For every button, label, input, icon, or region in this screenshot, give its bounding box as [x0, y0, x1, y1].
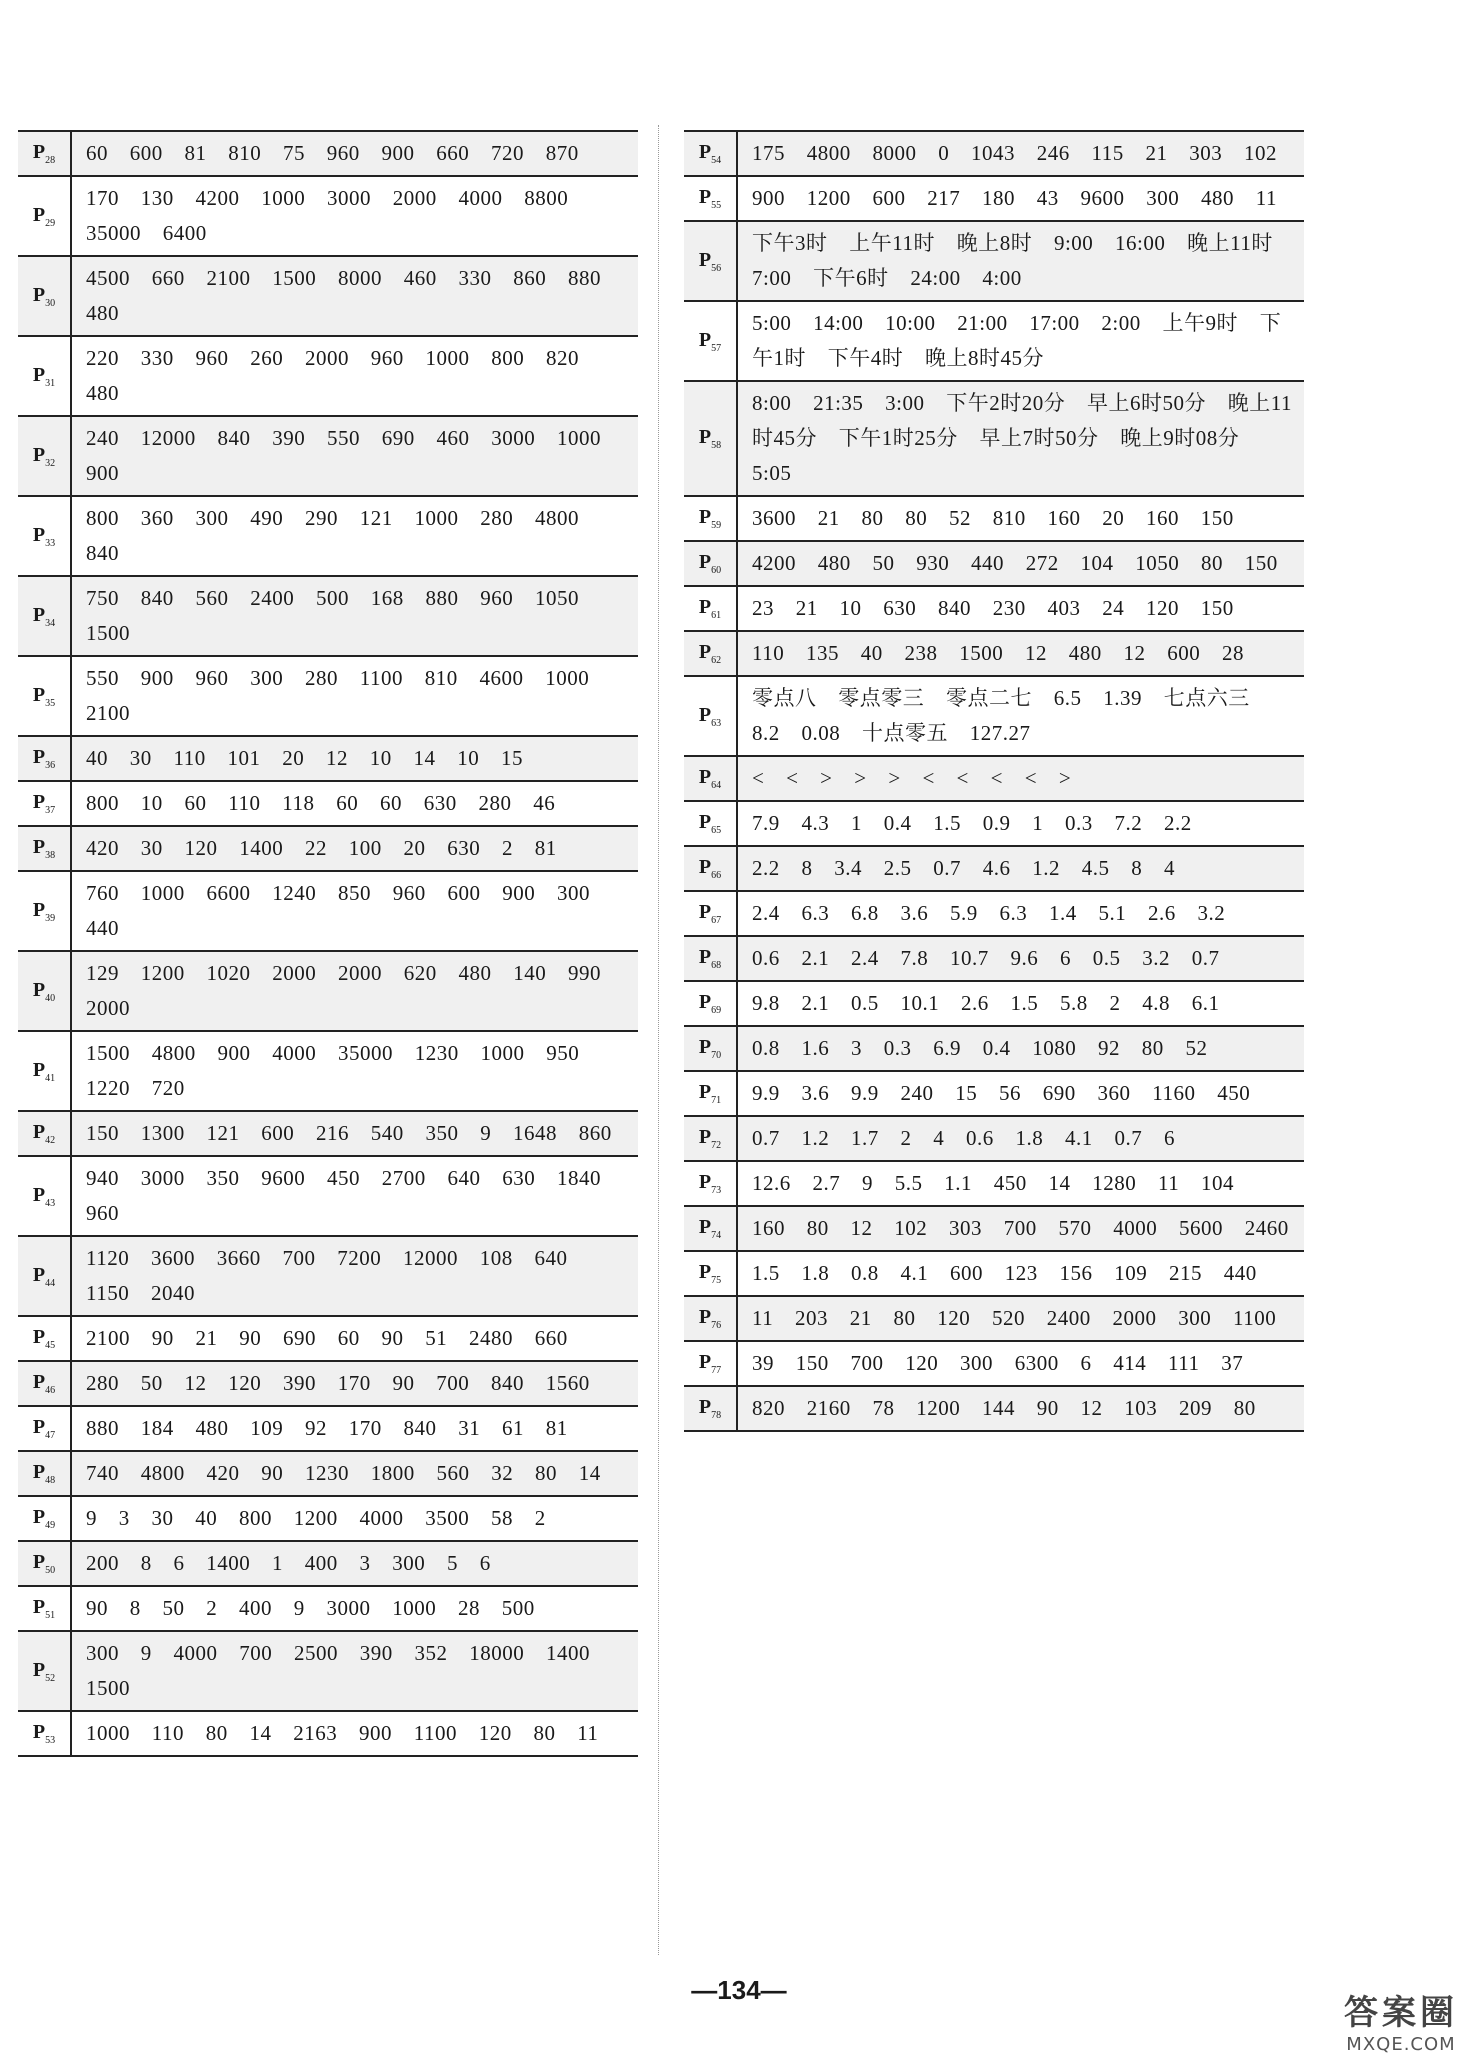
answer-row [684, 846, 1304, 891]
page-label: $P_{77}$ [684, 1341, 737, 1386]
answer-row [684, 1026, 1304, 1071]
answer-values: 零点八 零点零三 零点二七 6.5 1.39 七点六三 8.2 0.08 十点零五 127.27 [752, 686, 1250, 745]
page-label: $P_{35}$ [18, 656, 71, 736]
answer-row [684, 131, 1304, 176]
answer-row [18, 871, 638, 951]
answer-values: 800 360 300 490 290 121 1000 280 4800 840 [86, 506, 579, 565]
answer-values: 90 8 50 2 400 9 3000 1000 28 500 [86, 1596, 535, 1620]
page-label-number: 45 [45, 1340, 56, 1351]
page-label-number: 77 [711, 1365, 722, 1376]
page-label: $P_{70}$ [684, 1026, 737, 1071]
page-label: $P_{43}$ [18, 1156, 71, 1236]
page-label: $P_{36}$ [18, 736, 71, 781]
answer-row [684, 381, 1304, 496]
answer-row [684, 496, 1304, 541]
page-label: $P_{53}$ [18, 1711, 71, 1756]
page-label: $P_{52}$ [18, 1631, 71, 1711]
page-label: $P_{61}$ [684, 586, 737, 631]
answer-row [18, 1496, 638, 1541]
page-label-number: 61 [711, 610, 722, 621]
page-label-number: 53 [45, 1735, 56, 1746]
answer-row [684, 631, 1304, 676]
page-label: $P_{33}$ [18, 496, 71, 576]
page-label-number: 76 [711, 1320, 722, 1331]
page-label-number: 74 [711, 1230, 722, 1241]
answer-row [18, 1361, 638, 1406]
watermark-url: MXQE.COM [1346, 2034, 1456, 2055]
page-label: $P_{54}$ [684, 131, 737, 176]
answer-values: 2100 90 21 90 690 60 90 51 2480 660 [86, 1326, 568, 1350]
answer-values: 110 135 40 238 1500 12 480 12 600 28 [752, 641, 1244, 665]
page-label: $P_{65}$ [684, 801, 737, 846]
answer-values: 160 80 12 102 303 700 570 4000 5600 2460 [752, 1216, 1289, 1240]
page-label-number: 35 [45, 697, 56, 709]
answer-values: 150 1300 121 600 216 540 350 9 1648 860 [86, 1121, 612, 1145]
answer-values: 5:00 14:00 10:00 21:00 17:00 2:00 上午9时 下午1时 下午4时 晚上8时45分 [752, 311, 1282, 370]
page-label: $P_{51}$ [18, 1586, 71, 1631]
page-label: $P_{69}$ [684, 981, 737, 1026]
page-label: $P_{60}$ [684, 541, 737, 586]
answer-values: 9.8 2.1 0.5 10.1 2.6 1.5 5.8 2 4.8 6.1 [752, 991, 1220, 1015]
answer-row [684, 676, 1304, 756]
page-label-number: 31 [45, 377, 56, 389]
page-label-number: 64 [711, 780, 722, 791]
answer-row [684, 1071, 1304, 1116]
page-label-number: 39 [45, 912, 56, 924]
page-label: $P_{42}$ [18, 1111, 71, 1156]
answer-row [684, 1296, 1304, 1341]
page-label: $P_{44}$ [18, 1236, 71, 1316]
answer-row [18, 1541, 638, 1586]
answer-row [684, 1386, 1304, 1431]
page-label-number: 42 [45, 1135, 56, 1146]
answer-values: 60 600 81 810 75 960 900 660 720 870 [86, 141, 579, 165]
answer-row [684, 891, 1304, 936]
page-label-number: 65 [711, 825, 722, 836]
answer-row [684, 936, 1304, 981]
answer-row [18, 1316, 638, 1361]
answer-values: 下午3时 上午11时 晚上8时 9:00 16:00 晚上11时 7:00 下午6时 24:00 4:00 [752, 231, 1273, 290]
answer-row [684, 981, 1304, 1026]
watermark-title: 答案圈 [1344, 1993, 1458, 2033]
answer-values: 2.4 6.3 6.8 3.6 5.9 6.3 1.4 5.1 2.6 3.2 [752, 901, 1226, 925]
page-label: $P_{57}$ [684, 301, 737, 381]
answer-row [684, 176, 1304, 221]
page-label-number: 28 [45, 155, 56, 166]
page-label-number: 47 [45, 1430, 56, 1441]
right-answer-column [684, 130, 1304, 1432]
answer-row [18, 1111, 638, 1156]
page-label: $P_{58}$ [684, 381, 737, 496]
answer-row [18, 1631, 638, 1711]
answer-values: 40 30 110 101 20 12 10 14 10 15 [86, 746, 523, 770]
answer-row [18, 1236, 638, 1316]
answer-row [18, 176, 638, 256]
page-label-number: 75 [711, 1275, 722, 1286]
page-label: $P_{31}$ [18, 336, 71, 416]
answer-values: < < > > > < < < < > [752, 766, 1072, 790]
answer-row [18, 1156, 638, 1236]
answer-row [684, 586, 1304, 631]
answer-values: 300 9 4000 700 2500 390 352 18000 1400 1500 [86, 1641, 590, 1700]
answer-values: 1.5 1.8 0.8 4.1 600 123 156 109 215 440 [752, 1261, 1257, 1285]
page-label-number: 78 [711, 1410, 722, 1421]
page-label: $P_{29}$ [18, 176, 71, 256]
left-answer-column [18, 130, 638, 1757]
answer-values: 760 1000 6600 1240 850 960 600 900 300 440 [86, 881, 590, 940]
answer-values: 880 184 480 109 92 170 840 31 61 81 [86, 1416, 568, 1440]
answer-row [18, 1451, 638, 1496]
answer-values: 1500 4800 900 4000 35000 1230 1000 950 1220 720 [86, 1041, 580, 1100]
answer-row [684, 1251, 1304, 1296]
answer-row [684, 1116, 1304, 1161]
answer-row [684, 1161, 1304, 1206]
answer-values: 420 30 120 1400 22 100 20 630 2 81 [86, 836, 557, 860]
answer-values: 0.6 2.1 2.4 7.8 10.7 9.6 6 0.5 3.2 0.7 [752, 946, 1220, 970]
answer-row [18, 1586, 638, 1631]
answer-row [18, 951, 638, 1031]
answer-values: 12.6 2.7 9 5.5 1.1 450 14 1280 11 104 [752, 1171, 1234, 1195]
answer-values: 220 330 960 260 2000 960 1000 800 820 480 [86, 346, 579, 405]
answer-values: 0.7 1.2 1.7 2 4 0.6 1.8 4.1 0.7 6 [752, 1126, 1175, 1150]
answer-values: 240 12000 840 390 550 690 460 3000 1000 900 [86, 426, 601, 485]
page-label-number: 69 [711, 1005, 722, 1016]
answer-row [18, 781, 638, 826]
answer-values: 8:00 21:35 3:00 下午2时20分 早上6时50分 晚上11时45分 下午1时25分 早上7时50分 晚上9时08分 5:05 [752, 391, 1292, 485]
page-label: $P_{40}$ [18, 951, 71, 1031]
page-label-number: 46 [45, 1385, 56, 1396]
answer-row [684, 541, 1304, 586]
page-label-number: 37 [45, 805, 56, 816]
page-label-number: 66 [711, 870, 722, 881]
page-label: $P_{66}$ [684, 846, 737, 891]
answer-row [18, 496, 638, 576]
answer-row [18, 736, 638, 781]
page-label-number: 57 [711, 342, 722, 354]
answer-values: 550 900 960 300 280 1100 810 4600 1000 2100 [86, 666, 590, 725]
answer-values: 1120 3600 3660 700 7200 12000 108 640 1150 2040 [86, 1246, 568, 1305]
answer-values: 170 130 4200 1000 3000 2000 4000 8800 35000 6400 [86, 186, 569, 245]
left-answer-table [18, 130, 638, 1757]
page-label: $P_{63}$ [684, 676, 737, 756]
page-label-number: 54 [711, 155, 722, 166]
answer-row [684, 756, 1304, 801]
answer-row [684, 1206, 1304, 1251]
answer-row [18, 336, 638, 416]
answer-row [684, 301, 1304, 381]
page-label: $P_{32}$ [18, 416, 71, 496]
page-label-number: 58 [711, 440, 722, 451]
page-label: $P_{30}$ [18, 256, 71, 336]
answer-values: 0.8 1.6 3 0.3 6.9 0.4 1080 92 80 52 [752, 1036, 1208, 1060]
page-label-number: 41 [45, 1072, 56, 1084]
page-label-number: 32 [45, 457, 56, 469]
answer-values: 4500 660 2100 1500 8000 460 330 860 880 480 [86, 266, 601, 325]
answer-values: 175 4800 8000 0 1043 246 115 21 303 102 [752, 141, 1277, 165]
page-label-number: 38 [45, 850, 56, 861]
answer-values: 1000 110 80 14 2163 900 1100 120 80 11 [86, 1721, 599, 1745]
answer-values: 750 840 560 2400 500 168 880 960 1050 1500 [86, 586, 579, 645]
page-label-number: 73 [711, 1185, 722, 1196]
page-label: $P_{47}$ [18, 1406, 71, 1451]
answer-values: 129 1200 1020 2000 2000 620 480 140 990 2000 [86, 961, 601, 1020]
page-label-number: 36 [45, 760, 56, 771]
answer-row [18, 416, 638, 496]
page-label: $P_{38}$ [18, 826, 71, 871]
page-label: $P_{73}$ [684, 1161, 737, 1206]
answer-values: 940 3000 350 9600 450 2700 640 630 1840 960 [86, 1166, 601, 1225]
page-label-number: 62 [711, 655, 722, 666]
page-label: $P_{67}$ [684, 891, 737, 936]
page-label-number: 71 [711, 1095, 722, 1106]
page-label-number: 40 [45, 992, 56, 1004]
answer-row [18, 576, 638, 656]
page-label-number: 48 [45, 1475, 56, 1486]
page-label-number: 70 [711, 1050, 722, 1061]
page-label-number: 51 [45, 1610, 56, 1621]
page-label: $P_{28}$ [18, 131, 71, 176]
page-label: $P_{76}$ [684, 1296, 737, 1341]
column-divider [658, 125, 659, 1955]
answer-values: 23 21 10 630 840 230 403 24 120 150 [752, 596, 1234, 620]
page-label: $P_{71}$ [684, 1071, 737, 1116]
answer-row [18, 826, 638, 871]
answer-values: 2.2 8 3.4 2.5 0.7 4.6 1.2 4.5 8 4 [752, 856, 1175, 880]
page-label-number: 72 [711, 1140, 722, 1151]
page-label: $P_{55}$ [684, 176, 737, 221]
page-label-number: 59 [711, 520, 722, 531]
answer-values: 200 8 6 1400 1 400 3 300 5 6 [86, 1551, 491, 1575]
page-label-number: 63 [711, 717, 722, 729]
answer-row [684, 1341, 1304, 1386]
answer-values: 900 1200 600 217 180 43 9600 300 480 11 [752, 186, 1277, 210]
page-label: $P_{75}$ [684, 1251, 737, 1296]
page-label-number: 55 [711, 200, 722, 211]
page-label: $P_{72}$ [684, 1116, 737, 1161]
page-label: $P_{46}$ [18, 1361, 71, 1406]
answer-values: 3600 21 80 80 52 810 160 20 160 150 [752, 506, 1234, 530]
answer-values: 9 3 30 40 800 1200 4000 3500 58 2 [86, 1506, 546, 1530]
page-label-number: 60 [711, 565, 722, 576]
answer-row [684, 221, 1304, 301]
answer-values: 4200 480 50 930 440 272 104 1050 80 150 [752, 551, 1278, 575]
page-label-number: 33 [45, 537, 56, 549]
page-label-number: 43 [45, 1197, 56, 1209]
answer-row [684, 801, 1304, 846]
answer-values: 740 4800 420 90 1230 1800 560 32 80 14 [86, 1461, 601, 1485]
page-label: $P_{49}$ [18, 1496, 71, 1541]
page-label-number: 50 [45, 1565, 56, 1576]
answer-values: 800 10 60 110 118 60 60 630 280 46 [86, 791, 556, 815]
page-label-number: 29 [45, 217, 56, 229]
page-label: $P_{74}$ [684, 1206, 737, 1251]
page-label: $P_{68}$ [684, 936, 737, 981]
page-label: $P_{45}$ [18, 1316, 71, 1361]
page-label: $P_{59}$ [684, 496, 737, 541]
page-label: $P_{50}$ [18, 1541, 71, 1586]
page-label: $P_{62}$ [684, 631, 737, 676]
answer-row [18, 1031, 638, 1111]
page-label: $P_{64}$ [684, 756, 737, 801]
page-label: $P_{48}$ [18, 1451, 71, 1496]
answer-values: 9.9 3.6 9.9 240 15 56 690 360 1160 450 [752, 1081, 1251, 1105]
page-label: $P_{41}$ [18, 1031, 71, 1111]
page-label: $P_{34}$ [18, 576, 71, 656]
answer-values: 820 2160 78 1200 144 90 12 103 209 80 [752, 1396, 1256, 1420]
answer-row [18, 656, 638, 736]
page-number: —134— [691, 1975, 787, 2005]
answer-row [18, 256, 638, 336]
page-label-number: 68 [711, 960, 722, 971]
watermark-logo [1344, 1985, 1458, 2055]
answer-values: 7.9 4.3 1 0.4 1.5 0.9 1 0.3 7.2 2.2 [752, 811, 1192, 835]
page-label: $P_{39}$ [18, 871, 71, 951]
page-label-number: 34 [45, 617, 56, 629]
answer-values: 280 50 12 120 390 170 90 700 840 1560 [86, 1371, 590, 1395]
answer-values: 11 203 21 80 120 520 2400 2000 300 1100 [752, 1306, 1277, 1330]
page-label-number: 52 [45, 1672, 56, 1684]
right-answer-table [684, 130, 1304, 1432]
page-label-number: 30 [45, 297, 56, 309]
page-label: $P_{56}$ [684, 221, 737, 301]
page-label: $P_{78}$ [684, 1386, 737, 1431]
page-label-number: 44 [45, 1277, 56, 1289]
page-label-number: 49 [45, 1520, 56, 1531]
answer-values: 39 150 700 120 300 6300 6 414 111 37 [752, 1351, 1244, 1375]
answer-row [18, 131, 638, 176]
page-label: $P_{37}$ [18, 781, 71, 826]
page-label-number: 67 [711, 915, 722, 926]
answer-row [18, 1406, 638, 1451]
answer-row [18, 1711, 638, 1756]
page-label-number: 56 [711, 262, 722, 274]
